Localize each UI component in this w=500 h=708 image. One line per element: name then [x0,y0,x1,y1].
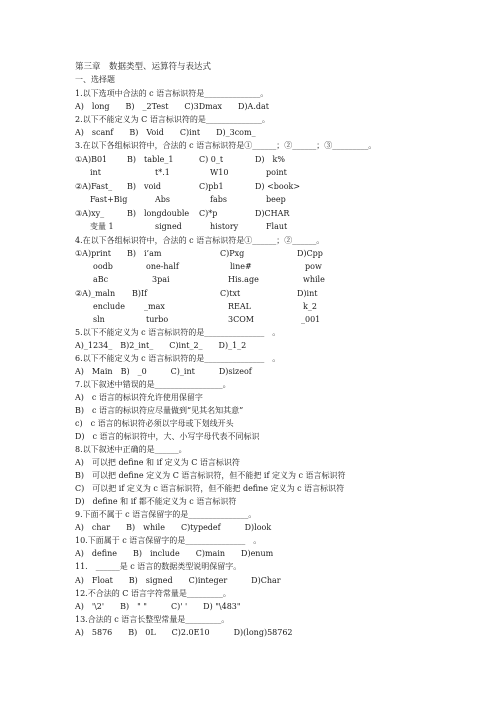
question-line: 6.以下不能定义为 c 语言标识符的是_______________ 。 [75,354,281,363]
q3-option: C)pb1 [199,182,224,191]
q4-option: k_2 [303,302,317,311]
question-line: 11. ______是 c 语言的数据类型说明保留字。 [75,562,242,571]
q3-option: B) table_1 [127,155,174,164]
question-line: 4.在以下各组标识符中，合法的 c 语言标识符是①______；②______。 [75,236,325,245]
q3-option: Flaut [266,222,288,231]
option-line: A) define B) include C)main D)enum [75,549,274,558]
question-line: 1.以下选项中合法的 c 语言标识符是______________。 [75,89,269,98]
option-line: B) c 语言的标识符应尽量做到“见其名知其意” [75,406,244,415]
q3-option: B) void [127,182,162,191]
q4-option: _max [144,302,165,311]
q4-option: B) i’am [127,249,162,258]
option-line: C) 可以把 if 定义为 c 语言标识符，但不能把 define 定义为 c 语言标识符 [75,484,345,493]
q3-option: ②A)Fast_ [75,182,113,191]
q3-option: signed [155,222,182,231]
question-line: 12.不合法的 C 语言字符常量是_________。 [75,589,231,598]
q3-option: point [266,168,287,177]
option-line: A) char B) while C)typedef D)look [75,523,272,532]
option-line: A) 可以把 define 和 if 定义为 C 语言标识符 [75,458,240,467]
question-line: 7.以下叙述中错误的是_________________。 [75,380,231,389]
q4-option: ①A)print [75,249,111,258]
section-heading: 一、选择题 [75,75,115,84]
q4-option: enclude [93,302,125,311]
option-line: A) 5876 B) 0L C)2.0E10 D)(long)58762 [75,628,293,637]
q4-option: D)int [297,289,318,298]
q4-option: pow [305,262,322,271]
q3-option: history [210,222,239,231]
q3-option: B) longdouble [127,209,190,218]
question-line: 9.下面不属于 c 语言保留字的是_______________。 [75,510,257,519]
q4-option: _001 [301,315,321,324]
option-line: A) Float B) signed C)integer D)Char [75,576,281,585]
q4-option: turbo [146,315,169,324]
q4-option: D)Cpp [297,249,323,258]
question-line: 10.下面属于 c 语言保留字的是_______________ 。 [75,536,262,545]
q4-option: C)txt [220,289,241,298]
q3-option: D)CHAR [255,209,290,218]
q3-option: ③A)xy_ [75,209,105,218]
q3-option: D) <book> [255,182,301,191]
option-line: A) c 语言的标识符允许使用保留字 [75,393,203,402]
q4-option: while [303,275,325,284]
q3-option: beep [266,195,286,204]
option-line: D) c 语言的标识符中，大、小写字母代表不同标识 [75,432,260,441]
q3-option: 变量 1 [90,222,114,231]
option-line: A) long B) _2Test C)3Dmax D)A.dat [75,102,269,111]
option-line: A)_1234_ B)2_int_ C)int_2_ D)_1_2 [75,341,247,350]
q3-option: Abs [155,195,171,204]
option-line: A) '\2' B) " " C)' ' D) "\483" [75,602,241,611]
q3-option: ①A)B01 [75,155,108,164]
q3-option: W10 [210,168,229,177]
q4-option: line# [230,262,252,271]
q4-option: aBc [93,275,109,284]
q4-option: C)Pxg [220,249,245,258]
question-line: 5.以下不能定义为 c 语言标识符的是_______________ 。 [75,328,281,337]
option-line: c) c 语言的标识符必须以字母或下划线开头 [75,419,234,428]
q3-option: D) k% [255,155,285,164]
option-line: D) define 和 if 都不能定义为 c 语言标识符 [75,497,237,506]
q4-option: sln [93,315,105,324]
question-line: 2.以下不能定义为 C 语言标识符的是______________。 [75,115,270,124]
q3-option: C)*p [199,209,218,218]
q3-option: t*.1 [155,168,170,177]
q3-option: Fast+Big [90,195,128,204]
q3-option: C) 0_t [199,155,224,164]
q3-option: int [90,168,101,177]
question-line: 13.合法的 c 语言长整型常量是_________。 [75,615,230,624]
option-line: A) Main B) _0 C)_int D)sizeof [75,367,252,376]
q3-option: fabs [210,195,227,204]
q4-option: one-half [146,262,179,271]
q4-option: His.age [228,275,259,284]
q4-option: oodb [93,262,113,271]
q4-option: 3pai [152,275,170,284]
q4-option: B)If [132,289,148,298]
option-line: A) scanf B) Void C)int D)_3com_ [75,128,256,137]
chapter-title: 第三章 数据类型、运算符与表达式 [75,62,212,72]
q4-option: ②A)_maln [75,289,116,298]
q4-option: 3COM [228,315,254,324]
question-line: 8.以下叙述中正确的是______。 [75,445,187,454]
option-line: B) 可以把 define 定义为 C 语言标识符，但不能把 if 定义为 c 语言标识符 [75,471,346,480]
question-line: 3.在以下各组标识符中，合法的 c 语言标识符是①______；②______；③_________。 [75,141,377,150]
q4-option: REAL [228,302,251,311]
